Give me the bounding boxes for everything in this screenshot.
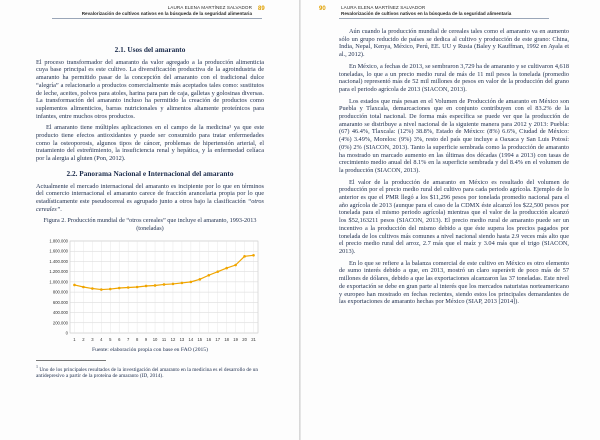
data-point (243, 255, 246, 258)
x-tick-label: 1 (73, 336, 76, 342)
header-book-title: Revalorización de cultivos nativos en la búsqueda de la seguridad alimentaria (81, 11, 252, 16)
footnote-mark: 1 (36, 364, 38, 370)
x-tick-label: 19 (233, 336, 238, 342)
x-tick-label: 20 (242, 336, 247, 342)
x-tick-label: 16 (206, 336, 212, 342)
data-point (207, 273, 210, 276)
y-tick-label: 0 (65, 330, 68, 336)
x-tick-label: 2 (82, 336, 85, 342)
running-header-left (82, 5, 252, 17)
y-tick-label: 200.000 (52, 319, 68, 325)
data-point (181, 281, 184, 284)
y-tick-label: 400.000 (52, 309, 68, 315)
header-rule-right (339, 18, 549, 19)
x-tick-label: 15 (197, 336, 203, 342)
data-point (225, 266, 228, 269)
paragraph-panorama-text: Actualmente el mercado internacional del amaranto es incipiente por lo que en términos del comercio internacional el amaranto carece de fracción arancelaria propia por lo que estadísticamente este pseudocereal es agrupado junto a otros bajo la clasificación (36, 182, 264, 205)
data-point (234, 263, 237, 266)
data-point (127, 286, 130, 289)
paragraph-usos-1: El proceso transformador del amaranto da valor agregado a la producción alimenticia cuya base principal es este cultivo. La diversificación productiva de la agroindustria de amaranto ha permitido pasar de la concepción del amaranto con el tradicional dulce “alegría” a relacionarlo a productos comercialmente más aceptados tales como: sustitutos de leche, aceites, polvos para atoles, harina para pan de caja, galletas y golosinas diversas. La transformación del amaranto incluso ha permitido la creación de productos como suplementos alimenticios, barras nutricionales y alimentos altamente proteínicos para infantes, entre muchos otros productos. (36, 58, 264, 120)
x-tick-label: 3 (91, 336, 94, 342)
right-body (339, 28, 569, 310)
y-tick-label: 1.800.000 (49, 238, 68, 244)
paragraph-panorama (36, 183, 264, 214)
right-page (300, 0, 600, 440)
data-point (252, 254, 255, 257)
data-point (190, 280, 193, 283)
data-point (100, 288, 103, 291)
paragraph-usos-2: El amaranto tiene múltiples aplicaciones en el campo de la medicina¹ ya que este producto tiene efectos antioxidantes y puede ser consumido para tratar enfermedades como la osteoporosis, algunos tipos de cáncer, problemas de hipertensión arterial, el tratamiento del estreñimiento, la insuficiencia renal y hepática, y la enfermedad celíaca por la alergia al gluten (Pon, 2012). (36, 124, 264, 163)
left-body (36, 46, 264, 384)
paragraph-panorama-emphasis: “otros cereales” (36, 197, 264, 213)
x-tick-label: 7 (127, 336, 130, 342)
paragraph-produccion-mundial: Aún cuando la producción mundial de cereales tales como el amaranto va en aumento sólo un grupo reducido de países se dedica al cultivo y producción de este grano: China, India, Nepal, Kenya, México, Perú, EE. UU y Rusia (Baley y Kauffman, 1992 en Ayala et al., 2012). (339, 28, 569, 59)
x-tick-label: 5 (109, 336, 112, 342)
footnote-rule (36, 360, 106, 361)
x-tick-label: 8 (135, 336, 139, 342)
data-point (136, 285, 139, 288)
y-tick-label: 1.000.000 (49, 278, 68, 284)
data-point (91, 287, 94, 290)
paragraph-balanza-comercial: En lo que se refiere a la balanza comercial de este cultivo en México es otro elemento de sumo interés debido a que, en 2013, mostró un claro superávit de poco más de 57 millones de dólares, debido a que las exportaciones alcanzaron las 37 toneladas. Este nivel de exportación se debe en gran parte al interés que los mercados naturistas norteamericano y europeo han mostrado en fechas recientes, siendo estos los principales demandantes de las exportaciones de amaranto hechas por México (SIAP, 2013 [2014]). (339, 259, 569, 306)
footnote-text: Uno de los principales resultados de la investigación del amaranto en la medicina es el desarrollo de un antidepresivo a partir de la proteína de amaranto (ID, 2014). (36, 366, 259, 380)
x-tick-label: 12 (170, 336, 176, 342)
x-tick-label: 21 (251, 336, 256, 342)
x-tick-label: 18 (224, 336, 230, 342)
x-tick-label: 4 (100, 336, 103, 342)
data-point (199, 278, 202, 281)
section-title-panorama: 2.2. Panorama Nacional e Internacional del amaranto (66, 168, 234, 178)
y-tick-label: 1.600.000 (49, 248, 68, 254)
data-point (216, 270, 219, 273)
data-point (145, 284, 148, 287)
y-tick-label: 600.000 (52, 299, 68, 305)
x-tick-label: 17 (215, 336, 221, 342)
footnote (36, 364, 264, 380)
data-point (82, 285, 85, 288)
paragraph-panorama-end: . (60, 205, 62, 213)
data-point (109, 287, 112, 290)
running-header-right (341, 5, 511, 17)
x-tick-label: 6 (118, 336, 121, 342)
header-author: LAURA ELENA MARTÍNEZ SALVADOR (167, 5, 252, 10)
data-point (154, 284, 157, 287)
paragraph-mexico-2013: En México, a fechas de 2013, se sembraron 3,729 ha de amaranto y se cultivaron 4,618 toneladas, lo que a un precio medio rural de más de 11 mil pesos la tonelada (promedio nacional) representó más de 52 mil millones de pesos en valor de la producción del grano para el periodo agrícola de 2013 (SIACON, 2013). (339, 62, 569, 93)
production-chart (36, 237, 264, 345)
header-author-right: LAURA ELENA MARTÍNEZ SALVADOR (341, 5, 426, 10)
y-tick-label: 1.400.000 (49, 258, 68, 264)
production-chart-svg (36, 237, 264, 345)
page-number-right: 90 (319, 6, 326, 12)
page-number-left: 89 (258, 6, 265, 12)
header-book-title-right: Revalorización de cultivos nativos en la búsqueda de la seguridad alimentaria (341, 11, 512, 16)
x-tick-label: 9 (144, 336, 148, 342)
data-point (118, 286, 121, 289)
data-point (73, 283, 76, 286)
y-tick-label: 1.200.000 (49, 268, 68, 274)
figure-source: Fuente: elaboración propia con base en FAO (2015) (92, 346, 208, 353)
x-tick-label: 11 (161, 336, 167, 342)
y-tick-label: 800.000 (52, 289, 68, 295)
paragraph-valor-produccion: El valor de la producción de amaranto en México es resultado del volumen de producción por el precio medio rural del cultivo para cada periodo agrícola. Ejemplo de lo anterior es que el PMR llegó a los $11,296 pesos por tonelada promedio nacional para el año agrícola de 2013 (aunque para el caso de la CDMX éste alcanzó los $22,500 pesos por tonelada para el mismo periodo agrícola) mientras que el valor de la producción alcanzó los $52,163211 pesos (SIACON, 2013). El precio medio rural de amaranto puede ser un incentivo a la producción del mismo debido a que éste supera los precios pagados por tonelada de los cultivos más comunes a nivel nacional siendo hasta 2.9 veces más alto que el precio medio rural del arroz, 2.7 más que el maíz y 3.04 más que el trigo (SIACON, 2013). (339, 178, 569, 255)
section-title-usos: 2.1. Usos del amaranto (114, 45, 186, 54)
paragraph-estados: Los estados que más pesan en el Volumen de Producción de amaranto en México son Puebla y Tlaxcala, demarcaciones que en conjunto contribuyen con el 83.2% de la producción total nacional. De forma más específica se puede ver que la producción de amaranto se distribuye a nivel nacional de la siguiente manera para 2012 y 2013: Puebla: (67) 46.4%, Tlaxcala: (12%) 38.8%, Estado de México: (8%) 6.6%, Ciudad de México: (4%) 3.49%, Morelos: (9%) 3%, resto del país que incluye a Oaxaca y San Luis Potosí: (0%) 2% (SIACON, 2013). Tanto la superficie sembrada como la producción de amaranto ha mostrado un marcado aumento en las últimas dos décadas (1994 a 2013) con tasas de crecimiento medio anual del 8.1% en la superficie sembrada y del 8.4% en el volumen de la producción (SIACON, 2013). (339, 97, 569, 174)
data-point (163, 283, 166, 286)
x-tick-label: 14 (188, 336, 194, 342)
header-rule-left (52, 18, 262, 19)
figure-caption: Figura 2. Producción mundial de “otros cereales” que incluye el amaranto, 1993-2013 (toneladas) (43, 217, 257, 232)
x-tick-label: 13 (179, 336, 185, 342)
x-tick-label: 10 (152, 336, 158, 342)
data-point (172, 282, 175, 285)
